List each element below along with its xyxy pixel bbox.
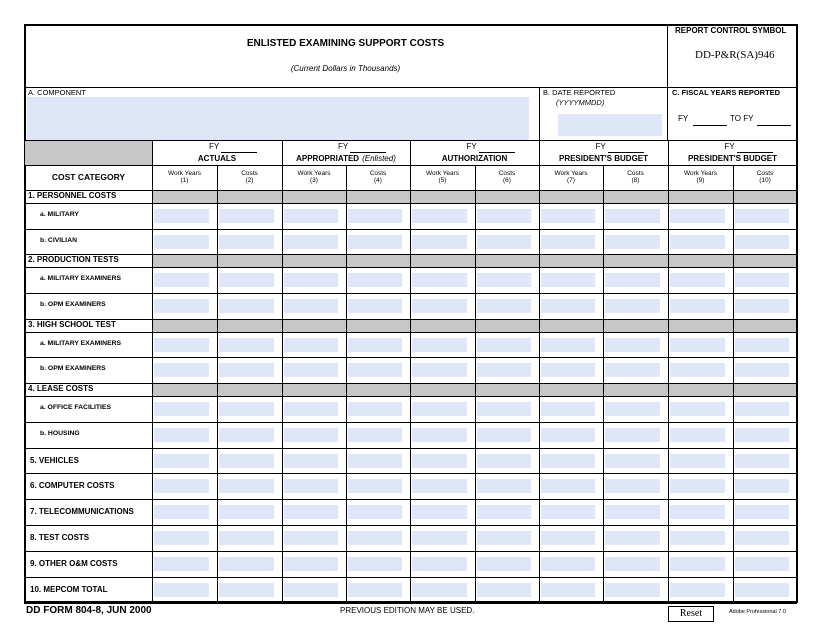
fy-to-label: TO FY <box>730 114 754 123</box>
edition-note: PREVIOUS EDITION MAY BE USED. <box>340 606 475 615</box>
cost-input-cell[interactable] <box>541 209 595 223</box>
cost-input-cell[interactable] <box>541 273 595 287</box>
cost-input-cell[interactable] <box>219 505 274 519</box>
cost-input-cell[interactable] <box>284 363 338 377</box>
component-field[interactable] <box>27 97 529 140</box>
cost-input-cell[interactable] <box>348 428 402 442</box>
cost-input-cell[interactable] <box>348 479 402 493</box>
cost-input-cell[interactable] <box>154 454 209 468</box>
row-label: 6. COMPUTER COSTS <box>30 481 115 491</box>
cost-input-cell[interactable] <box>541 363 595 377</box>
cost-input-cell[interactable] <box>219 338 274 352</box>
cost-input-cell[interactable] <box>541 428 595 442</box>
rcs-label: REPORT CONTROL SYMBOL <box>675 26 787 35</box>
cost-input-cell[interactable] <box>735 557 789 571</box>
row-label: b. HOUSING <box>40 429 80 437</box>
row-label: 4. LEASE COSTS <box>28 384 94 394</box>
form-id: DD FORM 804-8, JUN 2000 <box>26 605 152 616</box>
cost-input-cell[interactable] <box>154 531 209 545</box>
cost-input-cell[interactable] <box>735 273 789 287</box>
cost-input-cell[interactable] <box>154 363 209 377</box>
cost-input-cell[interactable] <box>284 583 338 597</box>
cost-input-cell[interactable] <box>348 505 402 519</box>
group-fy-field[interactable] <box>608 142 644 153</box>
cost-input-cell[interactable] <box>284 235 338 249</box>
cost-input-cell[interactable] <box>605 428 660 442</box>
row-label: 1. PERSONNEL COSTS <box>28 191 117 200</box>
cost-input-cell[interactable] <box>541 531 595 545</box>
sub-column-header: Costs (2) <box>241 170 258 184</box>
group-title: AUTHORIZATION <box>441 154 508 163</box>
cost-input-cell[interactable] <box>284 454 338 468</box>
cost-input-cell[interactable] <box>154 273 209 287</box>
cost-input-cell[interactable] <box>412 583 467 597</box>
cost-input-cell[interactable] <box>154 428 209 442</box>
sub-column-header: Costs (8) <box>627 170 644 184</box>
date-format: (YYYYMMDD) <box>556 98 605 107</box>
cost-input-cell[interactable] <box>735 531 789 545</box>
cost-input-cell[interactable] <box>154 235 209 249</box>
cost-input-cell[interactable] <box>412 402 467 416</box>
sub-column-header: Work Years (9) <box>683 170 718 184</box>
cost-input-cell[interactable] <box>219 531 274 545</box>
sub-column-header: Work Years (7) <box>554 170 588 184</box>
cost-category-header: COST CATEGORY <box>51 172 126 182</box>
cost-input-cell[interactable] <box>284 402 338 416</box>
row-label: b. OPM EXAMINERS <box>40 365 106 373</box>
cost-input-cell[interactable] <box>541 235 595 249</box>
cost-input-cell[interactable] <box>154 479 209 493</box>
cost-input-cell[interactable] <box>284 479 338 493</box>
cost-input-cell[interactable] <box>670 235 725 249</box>
cost-input-cell[interactable] <box>412 273 467 287</box>
cost-input-cell[interactable] <box>219 273 274 287</box>
cost-input-cell[interactable] <box>735 402 789 416</box>
cost-input-cell[interactable] <box>735 479 789 493</box>
cost-input-cell[interactable] <box>348 402 402 416</box>
cost-input-cell[interactable] <box>284 209 338 223</box>
cost-input-cell[interactable] <box>735 299 789 313</box>
cost-input-cell[interactable] <box>670 557 725 571</box>
cost-input-cell[interactable] <box>605 299 660 313</box>
cost-input-cell[interactable] <box>670 583 725 597</box>
group-fy-field[interactable] <box>221 142 257 153</box>
cost-input-cell[interactable] <box>605 363 660 377</box>
group-note: (Enlisted) <box>362 154 396 163</box>
sub-column-header: Costs (10) <box>756 170 774 184</box>
cost-input-cell[interactable] <box>477 454 531 468</box>
sub-column-header: Costs (6) <box>498 170 516 184</box>
cost-input-cell[interactable] <box>154 338 209 352</box>
cost-input-cell[interactable] <box>670 505 725 519</box>
form-subtitle: (Current Dollars in Thousands) <box>290 64 401 73</box>
cost-input-cell[interactable] <box>477 299 531 313</box>
cost-input-cell[interactable] <box>348 557 402 571</box>
cost-input-cell[interactable] <box>154 583 209 597</box>
cost-input-cell[interactable] <box>477 531 531 545</box>
group-title: PRESIDENT'S BUDGET <box>558 154 649 163</box>
group-title: APPROPRIATED (Enlisted) <box>296 154 396 163</box>
row-label: b. OPM EXAMINERS <box>40 300 106 308</box>
cost-input-cell[interactable] <box>670 479 725 493</box>
fy-from-label: FY <box>678 114 689 123</box>
cost-input-cell[interactable] <box>412 454 467 468</box>
cost-input-cell[interactable] <box>541 505 595 519</box>
cost-input-cell[interactable] <box>541 454 595 468</box>
sub-column-header: Work Years (5) <box>425 170 460 184</box>
cost-input-cell[interactable] <box>284 338 338 352</box>
cost-input-cell[interactable] <box>670 299 725 313</box>
cost-input-cell[interactable] <box>412 209 467 223</box>
group-fy-label: FY <box>724 142 735 151</box>
cost-input-cell[interactable] <box>605 531 660 545</box>
rcs-value: DD-P&R(SA)946 <box>695 49 775 61</box>
cost-input-cell[interactable] <box>477 363 531 377</box>
group-fy-label: FY <box>338 142 349 151</box>
cost-input-cell[interactable] <box>154 505 209 519</box>
cost-input-cell[interactable] <box>605 479 660 493</box>
cost-input-cell[interactable] <box>154 557 209 571</box>
cost-input-cell[interactable] <box>670 273 725 287</box>
cost-input-cell[interactable] <box>541 479 595 493</box>
cost-input-cell[interactable] <box>348 531 402 545</box>
cost-input-cell[interactable] <box>477 505 531 519</box>
fy-to-field[interactable] <box>757 113 791 126</box>
fy-from-field[interactable] <box>693 113 727 126</box>
sub-column-header: Work Years (3) <box>297 170 331 184</box>
cost-input-cell[interactable] <box>154 402 209 416</box>
cost-input-cell[interactable] <box>477 479 531 493</box>
group-fy-label: FY <box>595 142 606 151</box>
reset-button[interactable]: Reset <box>668 606 714 622</box>
cost-input-cell[interactable] <box>412 505 467 519</box>
cost-input-cell[interactable] <box>670 428 725 442</box>
cost-input-cell[interactable] <box>412 557 467 571</box>
cost-input-cell[interactable] <box>412 363 467 377</box>
cost-input-cell[interactable] <box>219 235 274 249</box>
cost-input-cell[interactable] <box>735 428 789 442</box>
cost-input-cell[interactable] <box>284 531 338 545</box>
cost-input-cell[interactable] <box>670 338 725 352</box>
cost-input-cell[interactable] <box>348 583 402 597</box>
cost-input-cell[interactable] <box>348 338 402 352</box>
cost-input-cell[interactable] <box>219 363 274 377</box>
cost-input-cell[interactable] <box>605 454 660 468</box>
sub-column-header: Work Years (1) <box>167 170 202 184</box>
cost-input-cell[interactable] <box>477 235 531 249</box>
cost-input-cell[interactable] <box>735 454 789 468</box>
cost-input-cell[interactable] <box>735 583 789 597</box>
cost-input-cell[interactable] <box>605 338 660 352</box>
cost-input-cell[interactable] <box>605 235 660 249</box>
group-fy-field[interactable] <box>737 142 773 153</box>
row-label: a. MILITARY EXAMINERS <box>40 339 122 347</box>
cost-input-cell[interactable] <box>477 583 531 597</box>
cost-input-cell[interactable] <box>670 402 725 416</box>
cost-input-cell[interactable] <box>219 557 274 571</box>
cost-input-cell[interactable] <box>348 209 402 223</box>
group-fy-label: FY <box>209 142 220 151</box>
cost-input-cell[interactable] <box>154 299 209 313</box>
component-label: A. COMPONENT <box>28 88 86 97</box>
cost-input-cell[interactable] <box>219 428 274 442</box>
cost-input-cell[interactable] <box>284 505 338 519</box>
cost-input-cell[interactable] <box>412 479 467 493</box>
cost-input-cell[interactable] <box>735 338 789 352</box>
date-reported-field[interactable] <box>558 114 662 136</box>
cost-input-cell[interactable] <box>348 363 402 377</box>
cost-input-cell[interactable] <box>670 454 725 468</box>
cost-input-cell[interactable] <box>219 583 274 597</box>
row-label: a. MILITARY <box>40 210 79 218</box>
fiscal-label: C. FISCAL YEARS REPORTED <box>672 88 781 97</box>
group-fy-field[interactable] <box>479 142 515 153</box>
cost-input-cell[interactable] <box>348 273 402 287</box>
cost-input-cell[interactable] <box>541 402 595 416</box>
cost-input-cell[interactable] <box>605 505 660 519</box>
cost-input-cell[interactable] <box>219 479 274 493</box>
cost-input-cell[interactable] <box>541 583 595 597</box>
cost-input-cell[interactable] <box>670 531 725 545</box>
producer-note: Adobe Professional 7.0 <box>729 609 786 615</box>
cost-input-cell[interactable] <box>348 235 402 249</box>
row-label: 7. TELECOMMUNICATIONS <box>30 507 134 517</box>
cost-input-cell[interactable] <box>605 273 660 287</box>
cost-input-cell[interactable] <box>477 338 531 352</box>
cost-input-cell[interactable] <box>605 209 660 223</box>
cost-input-cell[interactable] <box>284 557 338 571</box>
cost-input-cell[interactable] <box>219 454 274 468</box>
cost-input-cell[interactable] <box>541 338 595 352</box>
group-title: PRESIDENT'S BUDGET <box>687 154 778 163</box>
sub-column-header: Costs (4) <box>369 170 387 184</box>
cost-input-cell[interactable] <box>154 209 209 223</box>
cost-input-cell[interactable] <box>219 299 274 313</box>
cost-input-cell[interactable] <box>412 299 467 313</box>
cost-input-cell[interactable] <box>735 235 789 249</box>
cost-input-cell[interactable] <box>670 209 725 223</box>
cost-input-cell[interactable] <box>412 531 467 545</box>
row-label: 5. VEHICLES <box>30 455 79 465</box>
group-fy-field[interactable] <box>350 142 386 153</box>
cost-input-cell[interactable] <box>541 299 595 313</box>
row-label: 3. HIGH SCHOOL TEST <box>28 319 116 329</box>
cost-input-cell[interactable] <box>735 505 789 519</box>
cost-input-cell[interactable] <box>348 454 402 468</box>
form-title: ENLISTED EXAMINING SUPPORT COSTS <box>246 38 445 49</box>
cost-input-cell[interactable] <box>219 402 274 416</box>
cost-input-cell[interactable] <box>412 428 467 442</box>
group-title: ACTUALS <box>197 154 237 163</box>
row-label: 9. OTHER O&M COSTS <box>30 559 118 569</box>
row-label: 2. PRODUCTION TESTS <box>28 255 119 265</box>
row-label: a. MILITARY EXAMINERS <box>40 275 122 283</box>
cost-input-cell[interactable] <box>477 557 531 571</box>
group-fy-label: FY <box>466 142 477 151</box>
cost-input-cell[interactable] <box>605 402 660 416</box>
row-label: b. CIVILIAN <box>40 236 78 244</box>
date-label: B. DATE REPORTED <box>543 88 616 97</box>
cost-input-cell[interactable] <box>284 428 338 442</box>
cost-input-cell[interactable] <box>735 209 789 223</box>
cost-input-cell[interactable] <box>412 235 467 249</box>
cost-input-cell[interactable] <box>477 402 531 416</box>
cost-input-cell[interactable] <box>735 363 789 377</box>
cost-input-cell[interactable] <box>541 557 595 571</box>
row-label: 8. TEST COSTS <box>30 533 90 543</box>
cost-input-cell[interactable] <box>284 273 338 287</box>
cost-input-cell[interactable] <box>284 299 338 313</box>
cost-input-cell[interactable] <box>348 299 402 313</box>
cost-input-cell[interactable] <box>605 583 660 597</box>
cost-input-cell[interactable] <box>477 273 531 287</box>
cost-input-cell[interactable] <box>670 363 725 377</box>
cost-input-cell[interactable] <box>219 209 274 223</box>
cost-input-cell[interactable] <box>605 557 660 571</box>
cost-input-cell[interactable] <box>477 428 531 442</box>
row-label: 10. MEPCOM TOTAL <box>30 585 108 595</box>
cost-input-cell[interactable] <box>477 209 531 223</box>
cost-input-cell[interactable] <box>412 338 467 352</box>
row-label: a. OFFICE FACILITIES <box>40 404 111 412</box>
